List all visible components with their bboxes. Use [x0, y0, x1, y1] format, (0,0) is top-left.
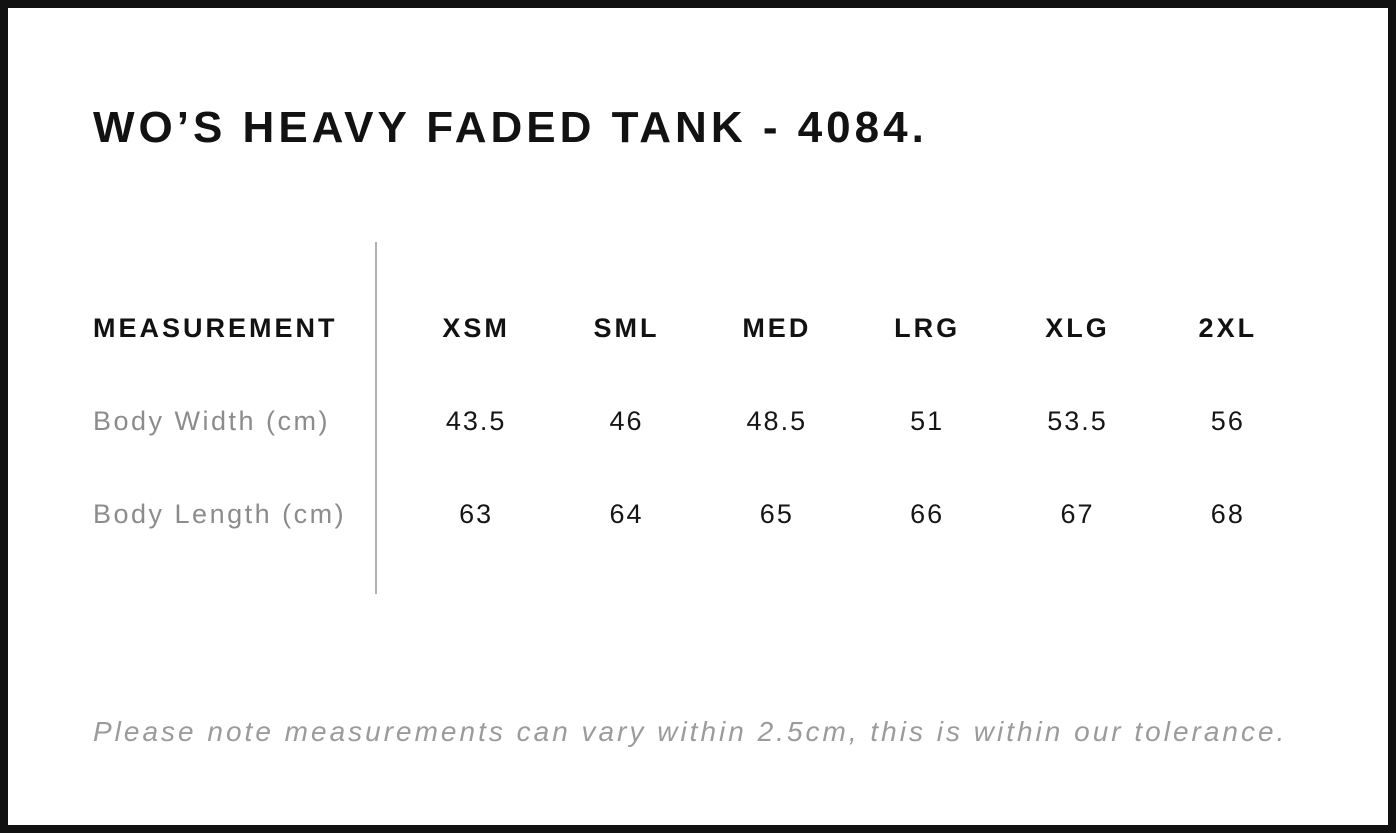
cell-body-width-med: 48.5: [746, 405, 808, 436]
cell-body-width-lrg: 51: [910, 405, 945, 436]
table-row-body-width: [93, 404, 1303, 438]
cell-body-length-med: 65: [759, 498, 794, 529]
tolerance-note: Please note measurements can vary within 2.5cm, this is within our tolerance.: [93, 716, 1288, 747]
row-label-body-width: Body Width (cm): [93, 405, 331, 436]
cell-body-length-xsm: 63: [459, 498, 494, 529]
size-header-group: [375, 313, 1303, 344]
cell-body-width-sml: 46: [609, 405, 644, 436]
cell-body-length-xlg: 67: [1060, 498, 1095, 529]
cell-body-length-2xl: 68: [1210, 498, 1245, 529]
table-row-body-length: [93, 497, 1303, 531]
size-column-header-lrg: LRG: [894, 312, 961, 343]
cell-body-width-xlg: 53.5: [1047, 405, 1108, 436]
measurement-column-header: MEASUREMENT: [93, 312, 338, 343]
size-column-header-xsm: XSM: [442, 312, 510, 343]
cell-body-length-sml: 64: [609, 498, 644, 529]
table-header-row: [93, 311, 1303, 345]
row-values-body-length: [375, 499, 1303, 530]
size-column-header-med: MED: [742, 312, 812, 343]
cell-body-length-lrg: 66: [910, 498, 945, 529]
page-title: WO’S HEAVY FADED TANK - 4084.: [93, 103, 928, 152]
size-column-header-2xl: 2XL: [1198, 312, 1258, 343]
cell-body-width-xsm: 43.5: [445, 405, 507, 436]
page-content: [8, 104, 1388, 748]
size-column-header-xlg: XLG: [1045, 312, 1110, 343]
column-divider: [375, 242, 377, 594]
row-values-body-width: [375, 406, 1303, 437]
size-table: [93, 242, 1303, 594]
size-column-header-sml: SML: [593, 312, 660, 343]
cell-body-width-2xl: 56: [1210, 405, 1245, 436]
row-label-body-length: Body Length (cm): [93, 498, 347, 529]
